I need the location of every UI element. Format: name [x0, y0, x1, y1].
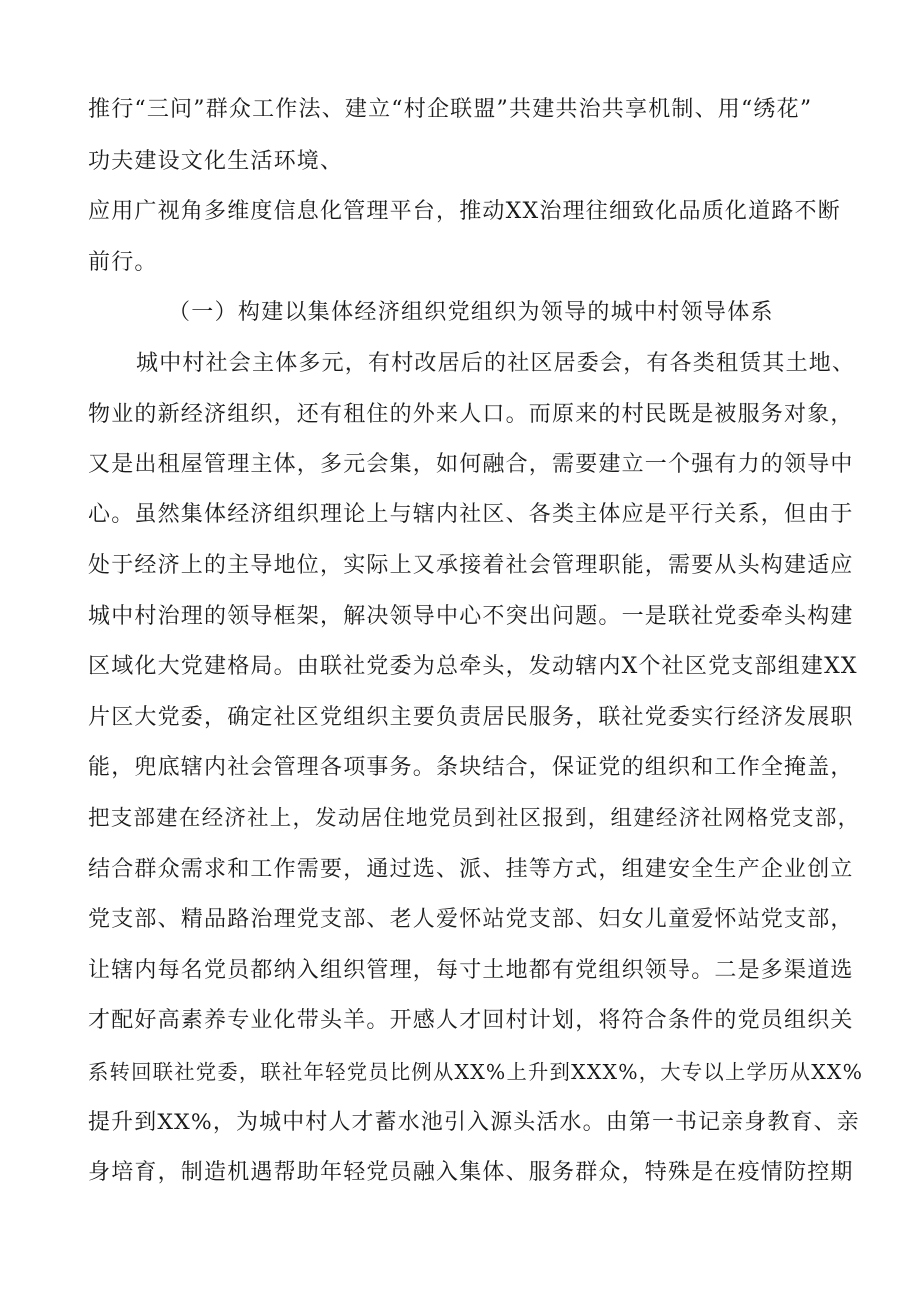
body-text-line: 城中村社会主体多元，有村改居后的社区居委会，有各类租赁其土地、	[136, 351, 856, 376]
body-text-line: 城中村治理的领导框架，解决领导中心不突出问题。一是联社党委牵头构建	[88, 604, 854, 629]
body-text-line: 系转回联社党委，联社年轻党员比例从XX%上升到XXX%，大专以上学历从XX%	[88, 1060, 864, 1084]
body-text-line: 片区大党委，确定社区党组织主要负责居民服务，联社党委实行经济发展职	[88, 705, 854, 730]
body-text-line: 能，兜底辖内社会管理各项事务。条块结合，保证党的组织和工作全掩盖，	[88, 755, 854, 780]
body-text-line: 党支部、精品路治理党支部、老人爱怀站党支部、妇女儿童爱怀站党支部，	[88, 907, 854, 932]
body-text-line: 把支部建在经济社上，发动居住地党员到社区报到，组建经济社网格党支部，	[88, 806, 861, 831]
body-text-line: 才配好高素养专业化带头羊。开感人才回村计划，将符合条件的党员组织关	[88, 1008, 854, 1033]
body-text-line: 功夫建设文化生活环境、	[88, 149, 344, 174]
body-text-line: 物业的新经济组织，还有租住的外来人口。而原来的村民既是被服务对象，	[88, 402, 854, 427]
body-text-line: 提升到XX%，为城中村人才蓄水池引入源头活水。由第一书记亲身教育、亲	[88, 1110, 860, 1135]
body-text-line: 让辖内每名党员都纳入组织管理，每寸土地都有党组织领导。二是多渠道选	[88, 958, 854, 983]
body-text-line: 应用广视角多维度信息化管理平台，推动XX治理往细致化品质化道路不断	[88, 199, 841, 224]
body-text-line: 前行。	[88, 250, 158, 275]
section-heading: （一）构建以集体经济组织党组织为领导的城中村领导体系	[168, 300, 774, 325]
body-text-line: 又是出租屋管理主体，多元会集，如何融合，需要建立一个强有力的领导中	[88, 452, 854, 477]
body-text-line: 结合群众需求和工作需要，通过选、派、挂等方式，组建安全生产企业创立	[88, 857, 854, 882]
body-text-line: 推行“三问”群众工作法、建立“村企联盟”共建共治共享机制、用“绣花”	[88, 97, 813, 122]
body-text-line: 处于经济上的主导地位，实际上又承接着社会管理职能，需要从头构建适应	[88, 553, 854, 578]
body-text-line: 区域化大党建格局。由联社党委为总牵头，发动辖内X个社区党支部组建XX	[88, 654, 858, 679]
body-text-line: 身培育，制造机遇帮助年轻党员融入集体、服务群众，特殊是在疫情防控期	[88, 1160, 854, 1185]
body-text-line: 心。虽然集体经济组织理论上与辖内社区、各类主体应是平行关系，但由于	[88, 502, 854, 527]
